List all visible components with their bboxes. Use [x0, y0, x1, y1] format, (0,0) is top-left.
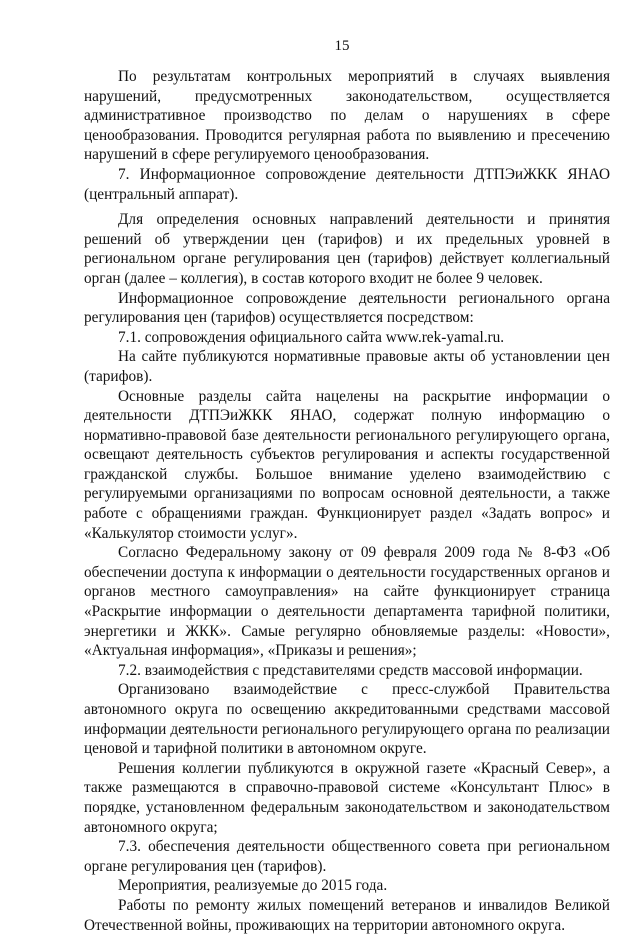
page-number: 15	[334, 38, 350, 54]
paragraph-7-1: 7.1. сопровождения официального сайта www.rek-yamal.ru.	[118, 328, 505, 346]
paragraph-press-service: Организовано взаимодействие с пресс-службой Правительства автономного округа по освещению аккредитованными средствами массовой информации деятельности регионального регулирующего органа по реализации ценовой и тарифной политики в автономном округе.	[84, 681, 610, 758]
paragraph-federal-law: Согласно Федеральному закону от 09 февраля 2009 года № 8-ФЗ «Об обеспечении доступа к информации о деятельности государственных органов и органов местного самоуправления» на сайте функционирует страница «Раскрытие информации о деятельности департамента тарифной политики, энергетики и ЖКК». Самые регулярно обновляемые разделы: «Новости», «Актуальная информация», «Приказы и решения»;	[84, 544, 610, 660]
paragraph-7-3: 7.3. обеспечения деятельности общественного совета при региональном органе регулирования цен (тарифов).	[84, 838, 610, 875]
paragraph-7-2: 7.2. взаимодействия с представителями средств массовой информации.	[118, 661, 583, 679]
paragraph-info-support: Информационное сопровождение деятельности регионального органа регулирования цен (тарифов) осуществляется посредством:	[84, 289, 610, 327]
paragraph-site-sections: Основные разделы сайта нацелены на раскрытие информации о деятельности ДТПЭиЖКК ЯНАО, содержат полную информацию о нормативно-правовой базе деятельности регионального регулирующего органа, освещают деятельность субъектов регулирования и аспекты государственной гражданской службы. Большое внимание уделено взаимодействию с регулируемыми организациями по вопросам основной деятельности, а также работе с обращениями граждан. Функционирует раздел «Задать вопрос» и «Калькулятор стоимости услуг».	[84, 387, 610, 542]
paragraph-collegium: Для определения основных направлений деятельности и принятия решений об утверждении цен (тарифов) и их предельных уровней в региональном органе регулирования цен (тарифов) действует коллегиальный орган (далее – коллегия), в состав которого входит не более 9 человек.	[84, 211, 610, 287]
paragraph-violations: По результатам контрольных мероприятий в случаях выявления нарушений, предусмотренных законодательством, осуществляется административное производство по делам о нарушениях в сфере ценообразования. Проводится регулярная работа по выявлению и пресечению нарушений в сфере регулируемого ценообразования.	[84, 68, 610, 164]
paragraph-veterans-repair: Работы по ремонту жилых помещений ветеранов и инвалидов Великой Отечественной войны, проживающих на территории автономного округа.	[84, 896, 610, 934]
paragraph-publication: Решения коллегии публикуются в окружной газете «Красный Север», а также размещаются в справочно-правовой системе «Консультант Плюс» в порядке, установленном федеральным законодательством и законодательством автономного округа;	[84, 759, 610, 836]
document-body	[84, 67, 610, 935]
paragraph-section-7-heading: 7. Информационное сопровождение деятельности ДТПЭиЖКК ЯНАО (центральный аппарат).	[84, 165, 610, 203]
paragraph-measures-2015: Мероприятия, реализуемые до 2015 года.	[118, 877, 388, 895]
paragraph-site-acts: На сайте публикуются нормативные правовые акты об установлении цен (тарифов).	[84, 348, 610, 385]
